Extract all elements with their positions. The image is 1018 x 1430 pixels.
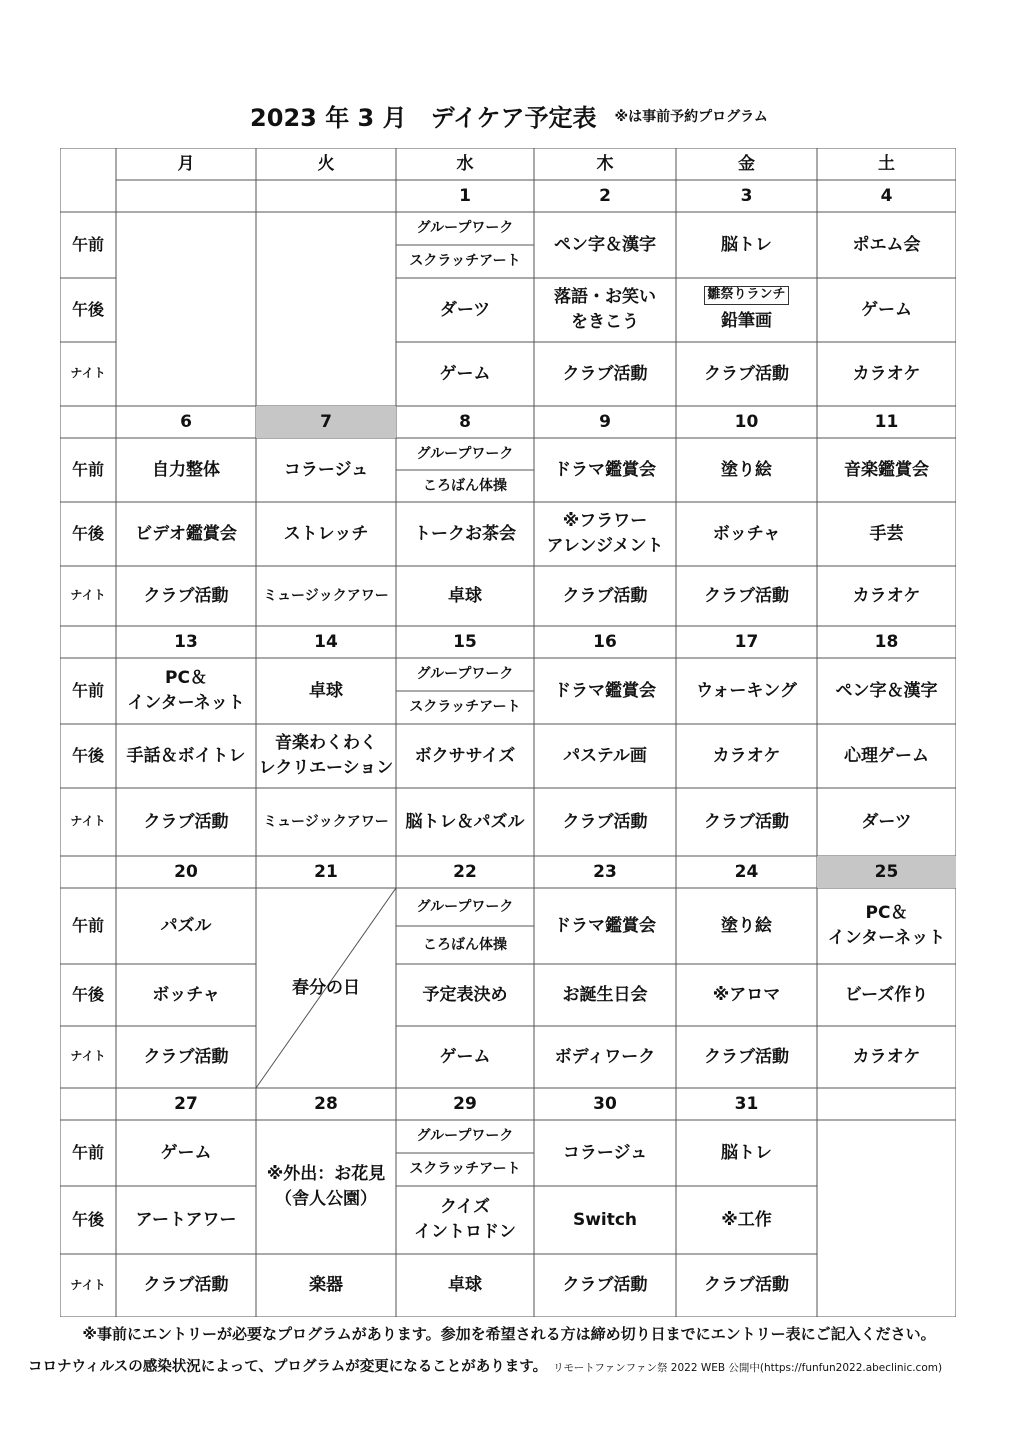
date-cell xyxy=(116,180,256,212)
page-title xyxy=(0,98,1018,138)
cell-text-line: PC＆ xyxy=(865,903,908,924)
cell-text-line: ボディワーク xyxy=(554,1046,656,1067)
fri-pm xyxy=(676,964,817,1026)
date-cell xyxy=(116,406,256,438)
wed-am-2 xyxy=(396,691,534,724)
wed-night xyxy=(396,342,534,406)
cell-text-line: 10 xyxy=(734,411,759,432)
cell-text-line: 25 xyxy=(874,861,899,882)
sat-night xyxy=(817,788,956,856)
cell-text-line: 23 xyxy=(593,861,617,882)
covid-note xyxy=(28,1355,1018,1376)
cell-text-line: カラオケ xyxy=(852,363,921,384)
fri-am xyxy=(676,212,817,278)
mon-am xyxy=(116,438,256,502)
cell-text-line: ボクササイズ xyxy=(414,745,516,766)
date-cell xyxy=(396,180,534,212)
cell-text-line: 13 xyxy=(174,631,198,652)
cell-text-line: カラオケ xyxy=(852,1046,921,1067)
cell-text-line: クラブ活動 xyxy=(704,811,789,832)
cell-text-line: カラオケ xyxy=(712,745,781,766)
cell-text-line: グループワーク xyxy=(416,666,514,683)
cell-text-line: 17 xyxy=(734,631,759,652)
sat-night xyxy=(817,1026,956,1088)
cell-text-line: 音楽わくわく xyxy=(275,733,377,754)
cell-text-line: トークお茶会 xyxy=(414,523,516,544)
cell-text-line: 塗り絵 xyxy=(721,459,772,480)
cell-text-line: コラージュ xyxy=(283,459,369,480)
thu-am xyxy=(534,658,676,724)
cell-text-line: 音楽鑑賞会 xyxy=(844,459,929,480)
tue-night xyxy=(256,566,396,626)
cell-text-line: クラブ活動 xyxy=(143,585,229,606)
period-label-night xyxy=(60,566,116,626)
fri-pm xyxy=(676,1186,817,1254)
cell-text-line: 1 xyxy=(459,185,471,206)
wed-pm xyxy=(396,502,534,566)
cell-text-line: 16 xyxy=(593,631,617,652)
fri-pm xyxy=(676,502,817,566)
thu-night xyxy=(534,1026,676,1088)
cell-text-line: クラブ活動 xyxy=(704,585,789,606)
date-cell xyxy=(116,856,256,888)
cell-text-line: 午後 xyxy=(71,746,104,766)
cell-text-line: ペン字＆漢字 xyxy=(554,234,656,255)
wed-pm xyxy=(396,724,534,788)
cell-text-line: 午前 xyxy=(71,235,104,255)
cell-text-line: 6 xyxy=(180,411,192,432)
wed-am-2 xyxy=(396,1153,534,1186)
period-label-pm xyxy=(60,502,116,566)
cell-text-line: 28 xyxy=(314,1093,338,1114)
mon-pm xyxy=(116,502,256,566)
cell-text-line: 22 xyxy=(453,861,477,882)
cell-text-line: ダーツ xyxy=(439,299,491,320)
date-cell xyxy=(676,626,817,658)
cell-text-line: 午前 xyxy=(71,681,104,701)
cell-text-line: 3 xyxy=(740,185,753,206)
mon-pm xyxy=(116,724,256,788)
cell-text-line: ナイト xyxy=(70,366,106,381)
cell-text-line: クラブ活動 xyxy=(704,1046,789,1067)
fri-night xyxy=(676,342,817,406)
cell-text-line: 木 xyxy=(596,153,614,174)
wed-am-1 xyxy=(396,212,534,245)
fri-am xyxy=(676,888,817,964)
date-cell xyxy=(396,856,534,888)
sat-night xyxy=(817,566,956,626)
sat-night xyxy=(817,342,956,406)
cell-text-line: をきこう xyxy=(571,312,639,332)
web-note: リモートファンファン祭 2022 WEB 公開中(https://funfun2022.abeclinic.com) xyxy=(553,1362,943,1374)
fri-night xyxy=(676,566,817,626)
cell-text-line: スクラッチアート xyxy=(409,1161,521,1178)
fri-am xyxy=(676,1120,817,1186)
wed-night xyxy=(396,566,534,626)
cell-text-line: 自力整体 xyxy=(152,459,220,480)
sat-pm xyxy=(817,964,956,1026)
cell-text-line: PC＆ xyxy=(165,668,207,689)
fri-night xyxy=(676,1026,817,1088)
date-cell xyxy=(817,180,956,212)
schedule-title: 2023 年 3 月 デイケア予定表 xyxy=(250,104,597,132)
wed-am-2 xyxy=(396,470,534,502)
holiday-cell xyxy=(256,888,396,1088)
fri-night xyxy=(676,1254,817,1317)
date-cell xyxy=(817,406,956,438)
date-cell xyxy=(116,1088,256,1120)
cell-text-line: ※工作 xyxy=(721,1209,772,1230)
cell-text-line: ※アロマ xyxy=(712,984,781,1005)
period-label-am xyxy=(60,658,116,724)
tue-night xyxy=(256,1254,396,1317)
mon-am xyxy=(116,1120,256,1186)
cell-text-line: 春分の日 xyxy=(292,977,360,998)
period-label-night xyxy=(60,1026,116,1088)
cell-text-line: 20 xyxy=(174,861,198,882)
thu-pm xyxy=(534,964,676,1026)
period-label-night xyxy=(60,788,116,856)
cell-text-line: クラブ活動 xyxy=(562,1275,648,1296)
cell-text-line: クラブ活動 xyxy=(562,811,648,832)
outing-cell xyxy=(256,1120,396,1254)
wed-am-1 xyxy=(396,438,534,470)
cell-text-line: 楽器 xyxy=(309,1275,343,1296)
thu-am xyxy=(534,888,676,964)
cell-text-line: クラブ活動 xyxy=(704,363,789,384)
period-label-am xyxy=(60,212,116,278)
weekday-header xyxy=(676,148,817,180)
cell-text-line: グループワーク xyxy=(416,898,514,915)
mon-pm xyxy=(116,964,256,1026)
mon-night xyxy=(116,1026,256,1088)
thu-night xyxy=(534,566,676,626)
cell-text-line: ボッチャ xyxy=(152,984,220,1005)
thu-night xyxy=(534,788,676,856)
tue-am xyxy=(256,438,396,502)
cell-text-line: カラオケ xyxy=(852,585,921,606)
cell-text-line: 塗り絵 xyxy=(721,915,772,936)
date-cell xyxy=(396,406,534,438)
period-label-am xyxy=(60,438,116,502)
cell-text-line: 4 xyxy=(880,185,893,206)
cell-text-line: 心理ゲーム xyxy=(844,745,929,766)
thu-pm xyxy=(534,278,676,342)
period-label-am xyxy=(60,888,116,964)
cell-text-line: クラブ活動 xyxy=(143,1046,229,1067)
cell-text-line: ゲーム xyxy=(160,1142,212,1163)
cell-text-line: 29 xyxy=(453,1093,477,1114)
date-cell xyxy=(676,180,817,212)
date-cell xyxy=(676,856,817,888)
cell-text-line: 午後 xyxy=(71,985,104,1005)
cell-text-line: 卓球 xyxy=(309,680,343,701)
cell-text-line: グループワーク xyxy=(416,1128,514,1145)
date-cell xyxy=(256,180,396,212)
sat-pm xyxy=(817,502,956,566)
wed-pm xyxy=(396,1186,534,1254)
cell-text-line: インターネット xyxy=(127,693,245,713)
weekday-header xyxy=(817,148,956,180)
cell-text-line: 月 xyxy=(177,153,195,174)
wed-am-2 xyxy=(396,245,534,278)
schedule-subtitle: ※は事前予約プログラム xyxy=(614,108,768,125)
cell-text-line: ストレッチ xyxy=(283,523,369,544)
cell-text-line: ペン字＆漢字 xyxy=(835,680,938,701)
date-cell xyxy=(817,1088,956,1120)
thu-night xyxy=(534,1254,676,1317)
fri-pm xyxy=(676,278,817,342)
cell-text-line: 8 xyxy=(459,411,471,432)
mon-pm xyxy=(116,1186,256,1254)
period-label-pm xyxy=(60,724,116,788)
wed-am-1 xyxy=(396,658,534,691)
cell-text-line: 土 xyxy=(878,153,895,174)
cell-text-line: パステル画 xyxy=(563,745,647,766)
cell-text-line: ゲーム xyxy=(439,1046,491,1067)
cell-text-line: アートアワー xyxy=(135,1209,237,1230)
cell-text-line: 15 xyxy=(453,631,477,652)
fri-pm xyxy=(676,724,817,788)
mon-night xyxy=(116,788,256,856)
cell-text-line: レクリエーション xyxy=(258,758,394,778)
cell-text-line: 27 xyxy=(174,1093,198,1114)
period-label-pm xyxy=(60,964,116,1026)
period-label-pm xyxy=(60,278,116,342)
thu-am xyxy=(534,438,676,502)
date-cell xyxy=(256,406,396,438)
cell-text-line: 金 xyxy=(738,153,755,174)
thu-pm xyxy=(534,502,676,566)
cell-text-line: パズル xyxy=(160,915,212,936)
date-cell xyxy=(534,1088,676,1120)
weekday-header xyxy=(256,148,396,180)
cell-text-line: 鉛筆画 xyxy=(721,311,772,332)
sat-am xyxy=(817,212,956,278)
cell-text-line: コラージュ xyxy=(562,1142,648,1163)
cell-text-line: ポエム会 xyxy=(852,234,921,255)
wed-pm xyxy=(396,278,534,342)
cell-text-line: ビデオ鑑賞会 xyxy=(135,523,237,544)
cell-text-line: 脳トレ＆パズル xyxy=(405,811,525,832)
cell-text-line: ボッチャ xyxy=(712,523,781,544)
thu-pm xyxy=(534,724,676,788)
cell-text-line: クラブ活動 xyxy=(562,363,648,384)
cell-text-line: ウォーキング xyxy=(696,680,797,701)
cell-text-line: クラブ活動 xyxy=(143,1275,229,1296)
cell-text-line: 30 xyxy=(593,1093,617,1114)
cell-text-line: （舎人公園） xyxy=(275,1189,377,1209)
cell-text-line: 午前 xyxy=(71,1143,104,1163)
tue-am xyxy=(256,658,396,724)
sat-pm xyxy=(817,724,956,788)
fri-night xyxy=(676,788,817,856)
period-label-pm xyxy=(60,1186,116,1254)
date-cell xyxy=(534,626,676,658)
cell-text-line: インターネット xyxy=(827,928,946,948)
cell-text-line: 午後 xyxy=(71,1210,104,1230)
cell-text-line: クラブ活動 xyxy=(143,811,229,832)
cell-text-line: ※フラワー xyxy=(562,511,648,532)
mon-am xyxy=(116,658,256,724)
cell-text-line: 21 xyxy=(314,861,338,882)
cell-text-line: グループワーク xyxy=(416,220,514,237)
period-label-night xyxy=(60,1254,116,1317)
fri-am xyxy=(676,658,817,724)
mon-night xyxy=(116,566,256,626)
cell-text-line: 7 xyxy=(320,411,332,432)
wed-pm xyxy=(396,964,534,1026)
wed-night xyxy=(396,1254,534,1317)
cell-text-line: ※外出：お花見 xyxy=(266,1164,386,1185)
date-cell xyxy=(817,626,956,658)
cell-text-line: 手話＆ボイトレ xyxy=(126,745,246,766)
fri-am xyxy=(676,438,817,502)
cell-text-line: 火 xyxy=(317,153,335,174)
schedule-table xyxy=(60,148,956,1317)
sat-am xyxy=(817,438,956,502)
cell-text-line: お誕生日会 xyxy=(562,984,648,1005)
entry-note: ※事前にエントリーが必要なプログラムがあります。参加を希望される方は締め切り日までにエントリー表にご記入ください。 xyxy=(82,1325,936,1343)
cell-text-line: 卓球 xyxy=(448,1275,482,1296)
wed-night xyxy=(396,1026,534,1088)
cell-text-line: 予定表決め xyxy=(422,984,508,1005)
period-label-am xyxy=(60,1120,116,1186)
cell-text-line: 午後 xyxy=(71,300,104,320)
cell-text-line: ビーズ作り xyxy=(844,984,929,1005)
cell-text-line: イントロドン xyxy=(414,1222,516,1242)
date-cell xyxy=(676,406,817,438)
covid-note-text: コロナウィルスの感染状況によって、プログラムが変更になることがあります。 xyxy=(28,1359,548,1375)
cell-text-line: 11 xyxy=(874,411,899,432)
cell-text-line: アレンジメント xyxy=(546,536,664,556)
cell-text-line: 午前 xyxy=(71,916,104,936)
cell-text-line: 脳トレ xyxy=(721,1142,772,1163)
cell-text-line: ナイト xyxy=(70,588,106,603)
sat-pm xyxy=(817,278,956,342)
date-cell xyxy=(396,1088,534,1120)
cell-text-line: ダーツ xyxy=(861,811,912,832)
cell-text-line: 14 xyxy=(314,631,338,652)
cell-text-line: クラブ活動 xyxy=(704,1275,789,1296)
mon-night xyxy=(116,1254,256,1317)
cell-text-line: 卓球 xyxy=(448,585,482,606)
date-cell xyxy=(534,856,676,888)
thu-am xyxy=(534,212,676,278)
date-cell xyxy=(256,1088,396,1120)
cell-text-line: 9 xyxy=(599,411,611,432)
date-cell xyxy=(534,180,676,212)
cell-text-line: ドラマ鑑賞会 xyxy=(554,915,656,936)
cell-text-line: ゲーム xyxy=(861,299,912,320)
cell-text-line: ミュージックアワー xyxy=(263,587,389,604)
cell-text-line: Switch xyxy=(572,1209,638,1230)
sat-am xyxy=(817,888,956,964)
period-label-night xyxy=(60,342,116,406)
date-cell xyxy=(256,626,396,658)
cell-text-line: ナイト xyxy=(70,1049,106,1064)
cell-text-line: ころばん体操 xyxy=(423,477,507,494)
wed-night xyxy=(396,788,534,856)
mon-am xyxy=(116,888,256,964)
date-cell xyxy=(116,626,256,658)
cell-text-line: グループワーク xyxy=(416,445,514,462)
thu-am xyxy=(534,1120,676,1186)
cell-text-line: クイズ xyxy=(440,1197,490,1218)
weekday-header xyxy=(534,148,676,180)
date-cell xyxy=(534,406,676,438)
cell-text-line: 手芸 xyxy=(869,523,904,544)
date-cell xyxy=(676,1088,817,1120)
weekday-header xyxy=(116,148,256,180)
cell-text-line: スクラッチアート xyxy=(409,699,521,716)
cell-text-line: ナイト xyxy=(70,814,106,829)
cell-text-line: ナイト xyxy=(70,1277,106,1292)
cell-text-line: ころばん体操 xyxy=(423,936,507,953)
cell-text-line: 24 xyxy=(734,861,759,882)
cell-text-line: 脳トレ xyxy=(721,234,772,255)
cell-text-line: 2 xyxy=(599,185,611,206)
cell-text-line: 水 xyxy=(456,153,474,174)
cell-text-line: 午前 xyxy=(71,460,104,480)
cell-text-line: クラブ活動 xyxy=(562,585,648,606)
date-cell xyxy=(256,856,396,888)
wed-am-1 xyxy=(396,1120,534,1153)
thu-pm xyxy=(534,1186,676,1254)
hinamatsuri-lunch-badge: 雛祭りランチ xyxy=(704,286,788,305)
cell-text-line: ミュージックアワー xyxy=(263,813,389,830)
tue-pm xyxy=(256,502,396,566)
cell-text-line: ドラマ鑑賞会 xyxy=(554,680,656,701)
cell-text-line: ドラマ鑑賞会 xyxy=(554,459,656,480)
wed-am-2 xyxy=(396,926,534,964)
cell-text-line: スクラッチアート xyxy=(409,253,521,270)
date-cell xyxy=(396,626,534,658)
tue-pm xyxy=(256,724,396,788)
wed-am-1 xyxy=(396,888,534,926)
sat-am xyxy=(817,658,956,724)
cell-text-line: 31 xyxy=(734,1093,759,1114)
tue-night xyxy=(256,788,396,856)
cell-text-line: 18 xyxy=(874,631,899,652)
date-cell xyxy=(817,856,956,888)
cell-text-line: 落語・お笑い xyxy=(554,287,656,308)
weekday-header xyxy=(396,148,534,180)
cell-text-line: 午後 xyxy=(71,524,104,544)
cell-text-line: ゲーム xyxy=(439,363,491,384)
thu-night xyxy=(534,342,676,406)
